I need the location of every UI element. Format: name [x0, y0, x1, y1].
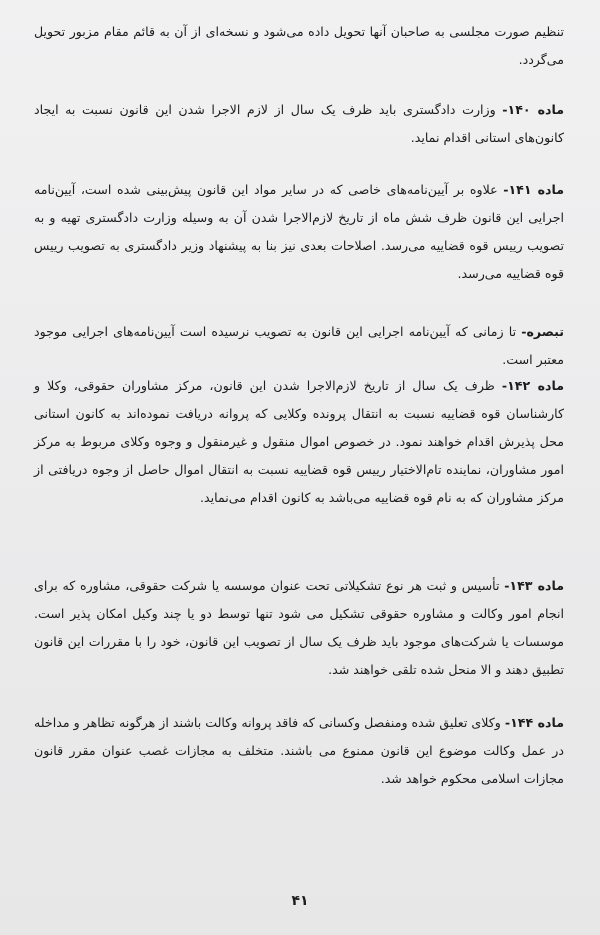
article-144-label: ماده ۱۴۴-: [504, 715, 564, 730]
article-143-label: ماده ۱۴۳-: [504, 578, 564, 593]
article-143-text: تأسیس و ثبت هر نوع تشکیلاتی تحت عنوان موسسه یا شرکت حقوقی، مشاوره که برای انجام امور وکالت و مشاوره حقوقی تشکیل می شود تنها توسط دو یا چند وکیل امکان پذیر است. موسسات یا شرکت‌های موجود باید ظرف یک سال از تصویب این قانون، خود را با مقررات این قانون تطبیق دهند و الا منحل شده تلقی خواهند شد.: [34, 578, 564, 677]
article-141-label: ماده ۱۴۱-: [503, 182, 564, 197]
article-141: [34, 176, 564, 288]
tabsareh-text: تا زمانی که آیین‌نامه اجرایی این قانون به تصویب نرسیده است آیین‌نامه‌های اجرایی موجود معتبر است.: [34, 324, 564, 367]
article-140: [34, 96, 564, 152]
article-143: [34, 572, 564, 684]
article-142-text: ظرف یک سال از تاریخ لازم‌الاجرا شدن این قانون، مرکز مشاوران حقوقی، وکلا و کارشناسان قوه قضاییه نسبت به انتقال پرونده وکلایی که پروانه دریافت نموده‌اند به کانون استانی محل پذیرش اقدام خواهند نمود. در خصوص اموال منقول و غیرمنقول و وجوه وکلای مربوط به مرکز امور مشاوران، نماینده تام‌الاختیار رییس قوه قضاییه نسبت به انتقال اموال حاصل از وجوه دریافتی از مرکز مشاوران که به نام قوه قضاییه می‌باشد به کانون اقدام می‌نماید.: [34, 378, 564, 505]
article-140-text: وزارت دادگستری باید ظرف یک سال از لازم الاجرا شدن این قانون نسبت به ایجاد کانون‌های استانی اقدام نماید.: [34, 102, 564, 145]
article-142: [34, 372, 564, 512]
page-number: ۴۱: [291, 893, 309, 909]
tabsareh-label: تبصره-: [521, 324, 564, 339]
article-140-label: ماده ۱۴۰-: [502, 102, 564, 117]
article-144-text: وکلای تعلیق شده ومنفصل وکسانی که فاقد پروانه وکالت باشند از هرگونه تظاهر و مداخله در عمل وکالت موضوع این قانون ممنوع می باشند. متخلف به مجازات غصب عنوان مقرر قانون مجازات اسلامی محکوم خواهد شد.: [34, 715, 564, 786]
intro-paragraph: [34, 18, 564, 74]
article-142-label: ماده ۱۴۲-: [501, 378, 564, 393]
article-141-text: علاوه بر آیین‌نامه‌های خاصی که در سایر مواد این قانون پیش‌بینی شده است، آیین‌نامه اجرایی این قانون ظرف شش ماه از تاریخ لازم‌الاجرا شدن آن به وسیله وزارت دادگستری تهیه و به تصویب رییس قوه قضاییه می‌رسد. اصلاحات بعدی نیز بنا به پیشنهاد وزیر دادگستری به تصویب رییس قوه قضاییه می‌رسد.: [34, 182, 564, 281]
article-144: [34, 709, 564, 793]
intro-text: تنظیم صورت مجلسی به صاحبان آنها تحویل داده می‌شود و نسخه‌ای از آن به قائم مقام مزبور تحویل می‌گردد.: [34, 24, 564, 67]
tabsareh-note: [34, 318, 564, 374]
